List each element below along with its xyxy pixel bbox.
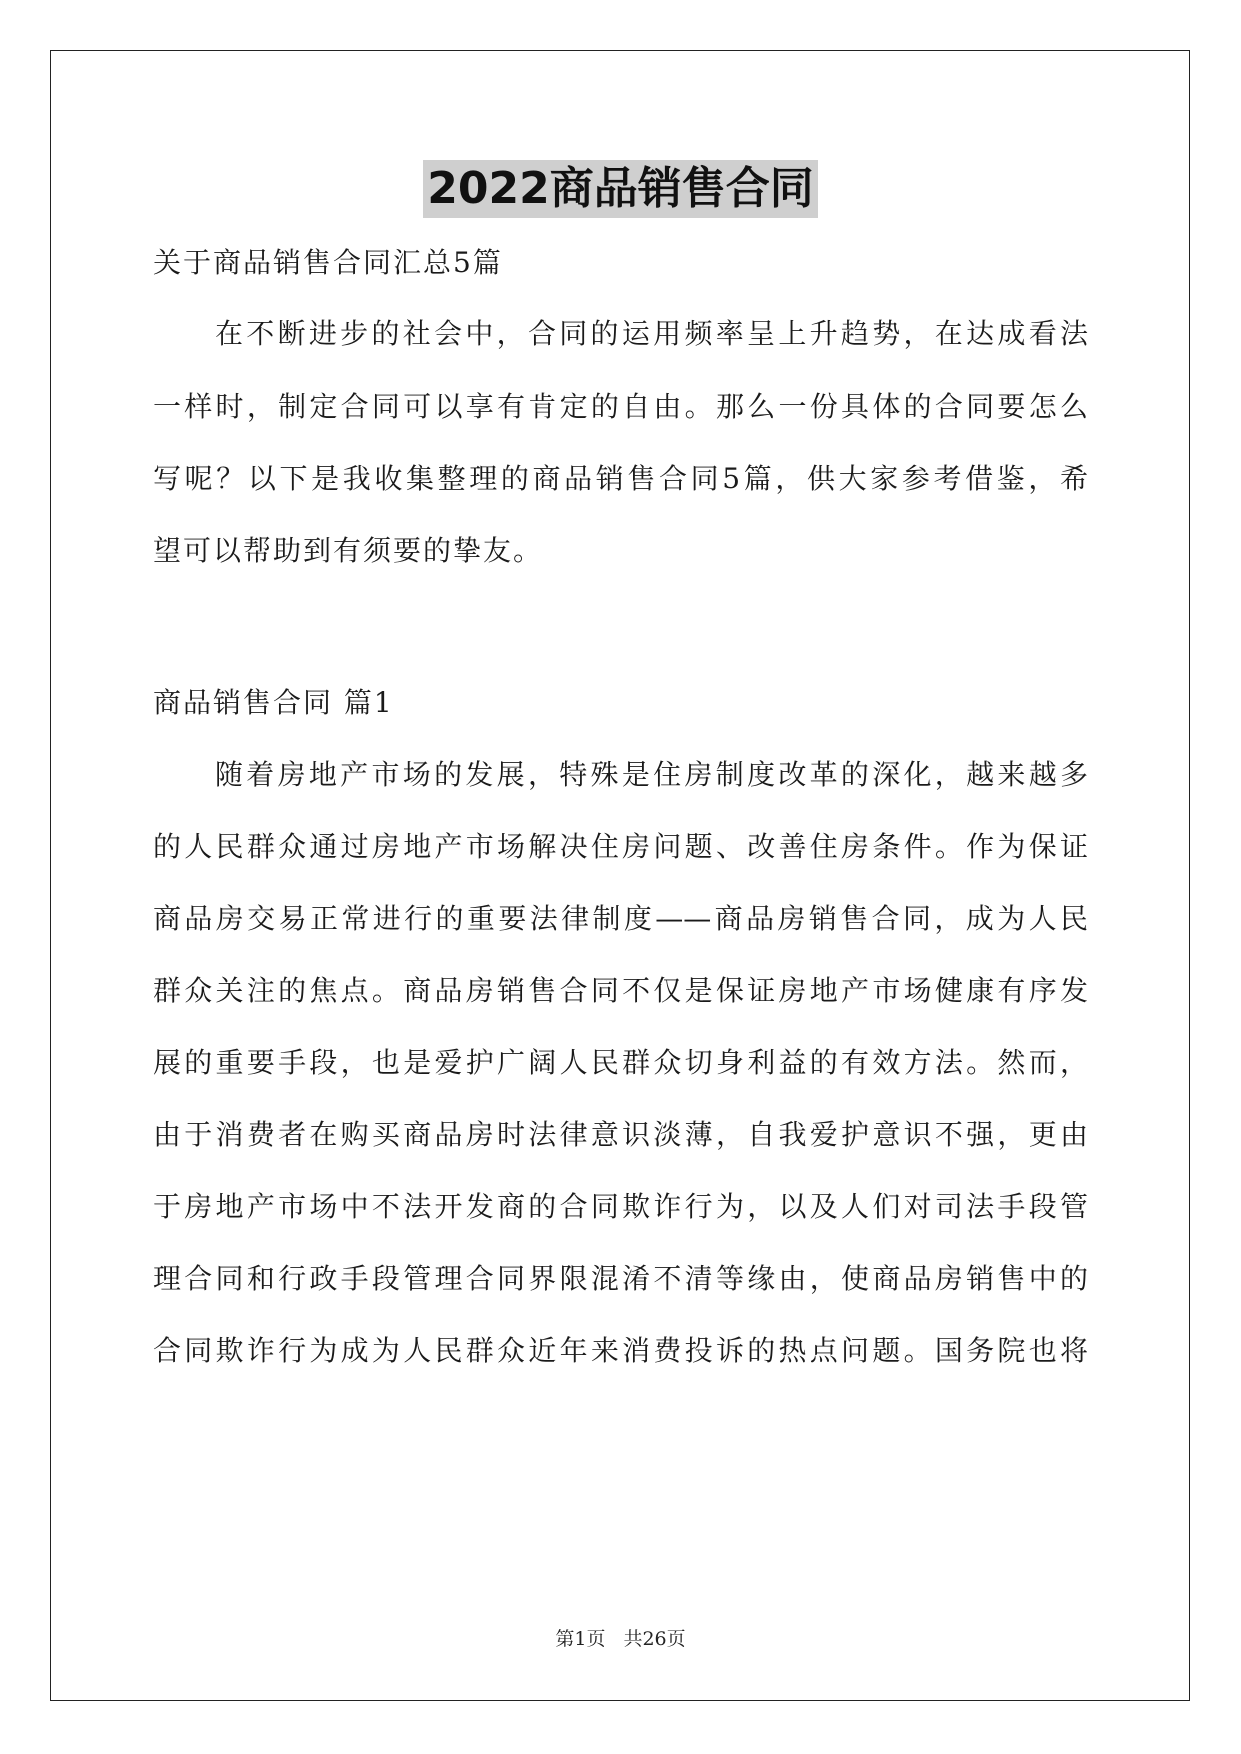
page-border	[50, 50, 1190, 1701]
body-line: 展的重要手段，也是爱护广阔人民群众切身利益的有效方法。然而，	[153, 1046, 1088, 1079]
section-heading: 商品销售合同 篇1	[153, 686, 394, 719]
body-line: 理合同和行政手段管理合同界限混淆不清等缘由，使商品房销售中的	[153, 1262, 1088, 1295]
body-line: 的人民群众通过房地产市场解决住房问题、改善住房条件。作为保证	[153, 830, 1088, 863]
intro-line: 一样时，制定合同可以享有肯定的自由。那么一份具体的合同要怎么	[153, 390, 1088, 423]
page-footer	[0, 1627, 1241, 1651]
body-line: 商品房交易正常进行的重要法律制度——商品房销售合同，成为人民	[153, 902, 1088, 935]
body-line: 由于消费者在购买商品房时法律意识淡薄，自我爱护意识不强，更由	[153, 1118, 1088, 1151]
document-title-block	[0, 160, 1241, 220]
intro-line: 在不断进步的社会中，合同的运用频率呈上升趋势，在达成看法	[215, 317, 1088, 350]
body-line: 于房地产市场中不法开发商的合同欺诈行为，以及人们对司法手段管	[153, 1190, 1088, 1223]
document-title: 2022商品销售合同	[423, 160, 817, 218]
body-line: 群众关注的焦点。商品房销售合同不仅是保证房地产市场健康有序发	[153, 974, 1088, 1007]
page-total: 共26页	[623, 1628, 686, 1650]
body-line: 随着房地产市场的发展，特殊是住房制度改革的深化，越来越多	[215, 758, 1088, 791]
document-subtitle: 关于商品销售合同汇总5篇	[153, 246, 503, 279]
intro-line: 望可以帮助到有须要的挚友。	[153, 534, 544, 567]
intro-line: 写呢？以下是我收集整理的商品销售合同5篇，供大家参考借鉴，希	[153, 462, 1088, 495]
page-number: 第1页	[555, 1628, 606, 1650]
body-line: 合同欺诈行为成为人民群众近年来消费投诉的热点问题。国务院也将	[153, 1334, 1088, 1367]
